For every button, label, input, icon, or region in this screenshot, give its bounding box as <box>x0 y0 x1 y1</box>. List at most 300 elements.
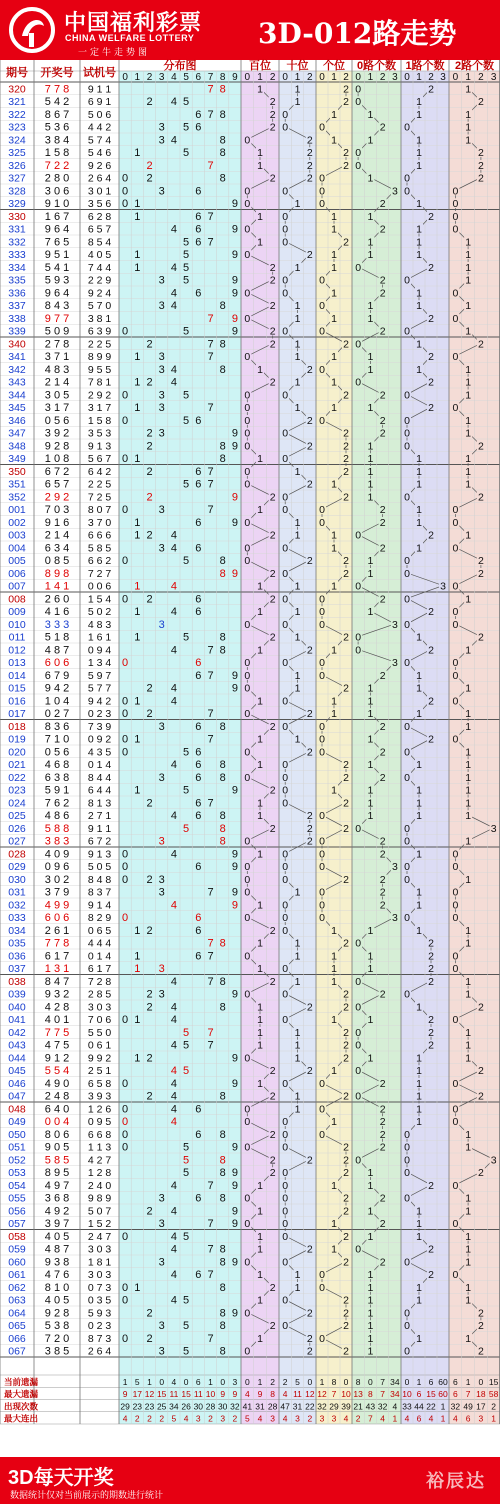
draw-number-cell: 9 2 8 <box>44 1307 70 1320</box>
stat-r1-value: 15 <box>426 1389 436 1399</box>
r0-mark: 1 <box>367 1167 374 1179</box>
unit-mark: 1 <box>331 708 337 720</box>
distribution-mark: 1 <box>134 249 141 261</box>
stat-dist-value: 23 <box>132 1401 143 1412</box>
r1-mark: 2 <box>428 83 434 96</box>
tens-mark: 0 <box>282 1179 289 1192</box>
tens-mark: 1 <box>294 950 301 963</box>
distribution-mark: 1 <box>134 963 141 975</box>
unit-mark: 2 <box>343 1307 349 1320</box>
stat-tens-value: 2 <box>307 1413 313 1424</box>
distribution-mark: 2 <box>146 96 153 108</box>
hund-mark: 0 <box>244 440 251 453</box>
trial-number-cell: 4 2 7 <box>87 1154 112 1167</box>
trial-number-cell: 3 5 6 <box>87 198 112 210</box>
r1-mark: 2 <box>428 402 434 414</box>
draw-number-cell: 9 2 8 <box>44 440 70 453</box>
r1-mark: 0 <box>404 912 410 924</box>
r0-mark: 0 <box>355 580 362 593</box>
hund-mark: 0 <box>244 312 251 325</box>
r0-mark: 1 <box>367 236 374 249</box>
draw-number-cell: 2 6 1 <box>44 924 70 937</box>
distribution-mark: 7 <box>207 950 214 963</box>
draw-number-cell: 4 9 9 <box>44 899 70 912</box>
hund-mark: 2 <box>269 1167 276 1179</box>
r1-mark: 0 <box>404 593 410 606</box>
hund-mark: 2 <box>269 631 276 644</box>
r2-mark: 1 <box>465 1294 472 1307</box>
stat-r1-value: 6 <box>416 1413 422 1424</box>
distribution-mark: 8 <box>219 108 226 121</box>
stat-dist-value: 30 <box>193 1401 204 1412</box>
stat-dist-value: 5 <box>171 1413 177 1424</box>
r1-mark: 0 <box>404 172 410 185</box>
period-cell: 329 <box>8 198 26 210</box>
r1-mark: 2 <box>428 695 434 708</box>
unit-mark: 2 <box>343 1320 349 1332</box>
stat-dist-value: 6 <box>195 1376 201 1387</box>
distribution-mark: 8 <box>219 937 226 950</box>
period-cell: 323 <box>8 121 26 134</box>
trial-number-cell: 7 2 8 <box>87 975 112 988</box>
trial-number-cell: 1 2 8 <box>87 1167 112 1179</box>
hund-mark: 0 <box>244 1116 251 1128</box>
draw-number-cell: 5 4 1 <box>44 261 70 274</box>
unit-mark: 0 <box>319 912 325 924</box>
r1-mark: 0 <box>404 1320 410 1332</box>
draw-number-cell: 4 6 8 <box>44 759 70 771</box>
stat-dist-value: 2 <box>147 1413 152 1424</box>
hund-mark: 0 <box>244 861 251 873</box>
tens-mark: 0 <box>282 389 289 402</box>
r1-mark: 1 <box>416 810 422 822</box>
trial-number-cell: 8 0 7 <box>87 504 112 516</box>
r1-mark: 1 <box>416 669 422 682</box>
r2-mark: 0 <box>452 861 459 873</box>
tens-mark: 0 <box>282 873 289 886</box>
hund-mark: 1 <box>257 810 263 822</box>
tens-mark: 2 <box>306 414 313 427</box>
distribution-mark: 6 <box>195 236 202 249</box>
distribution-mark: 9 <box>231 274 238 287</box>
trial-number-cell: 9 2 4 <box>87 287 112 300</box>
draw-header: 开奖号 <box>40 67 74 79</box>
stat-unit-value: 10 <box>341 1389 351 1399</box>
tens-mark: 0 <box>282 1141 289 1154</box>
trial-number-cell: 2 6 4 <box>87 172 112 185</box>
r2-mark: 0 <box>452 580 459 593</box>
stat-r2-value: 1 <box>491 1413 496 1424</box>
r1-mark: 0 <box>404 121 410 134</box>
stat-dist-value: 5 <box>134 1376 140 1387</box>
hund-mark: 1 <box>257 147 263 159</box>
tens-mark: 2 <box>306 555 313 567</box>
r0-mark: 2 <box>379 771 386 784</box>
trial-number-cell: 3 0 3 <box>87 1243 112 1256</box>
chart-title: 3D-012路走势 <box>258 17 457 50</box>
period-cell: 034 <box>8 924 26 937</box>
distribution-mark: 6 <box>195 185 202 198</box>
period-cell: 062 <box>8 1281 26 1294</box>
r0-mark: 2 <box>379 669 386 682</box>
brand-name-en: CHINA WELFARE LOTTERY <box>65 33 195 43</box>
distribution-mark: 5 <box>183 1154 190 1167</box>
unit-mark: 0 <box>319 1332 325 1345</box>
trial-number-cell: 9 1 3 <box>87 848 112 861</box>
r1-mark: 1 <box>416 708 422 720</box>
r0-mark: 2 <box>379 593 386 606</box>
r1-mark: 0 <box>404 1167 410 1179</box>
distribution-mark: 5 <box>183 389 190 402</box>
tens-mark: 0 <box>282 1128 289 1141</box>
distribution-mark: 5 <box>183 746 190 759</box>
tens-mark: 2 <box>306 1154 313 1167</box>
distribution-mark: 5 <box>183 1141 190 1154</box>
r2-mark: 1 <box>465 1039 472 1052</box>
draw-number-cell: 8 0 6 <box>44 1128 70 1141</box>
draw-number-cell: 0 5 6 <box>44 746 70 759</box>
period-cell: 332 <box>8 236 26 249</box>
distribution-mark: 7 <box>207 937 214 950</box>
distribution-mark: 3 <box>158 134 165 147</box>
tens-mark: 0 <box>282 593 289 606</box>
r2-mark: 2 <box>477 440 484 453</box>
r1-mark: 0 <box>404 657 410 669</box>
tens-mark: 0 <box>282 963 289 975</box>
r2-mark: 2 <box>477 1001 484 1014</box>
r0-mark: 0 <box>355 261 362 274</box>
draw-number-cell: 4 8 6 <box>44 810 70 822</box>
unit-mark: 2 <box>343 1052 349 1065</box>
period-cell: 327 <box>8 172 26 185</box>
hund-mark: 2 <box>269 1090 276 1103</box>
r0-mark: 3 <box>391 657 398 669</box>
distribution-mark: 8 <box>219 1090 226 1103</box>
distribution-mark: 3 <box>158 1256 165 1269</box>
trial-number-cell: 9 2 6 <box>87 159 112 172</box>
period-cell: 331 <box>8 223 26 236</box>
period-cell: 025 <box>8 810 26 822</box>
r0-mark: 0 <box>355 1026 362 1039</box>
draw-number-cell: 9 4 2 <box>44 682 70 695</box>
stat-r2-value: 6 <box>465 1413 471 1424</box>
hund-mark: 1 <box>257 963 263 975</box>
distribution-mark: 8 <box>219 83 226 96</box>
distribution-mark: 5 <box>183 249 190 261</box>
r1-mark: 1 <box>416 1281 422 1294</box>
unit-mark: 0 <box>319 300 325 312</box>
distribution-mark: 3 <box>158 542 165 555</box>
tens-route-header: 2 <box>307 72 313 83</box>
unit-mark: 1 <box>331 1014 337 1026</box>
stat-unit-value: 8 <box>331 1376 337 1387</box>
trial-number-cell: 1 3 4 <box>87 657 112 669</box>
r2-mark: 0 <box>452 963 459 975</box>
distribution-mark: 4 <box>170 810 177 822</box>
tens-mark: 2 <box>306 746 313 759</box>
distribution-mark: 7 <box>207 108 214 121</box>
tens-mark: 1 <box>294 580 301 593</box>
stat-r2-value: 18 <box>476 1389 486 1399</box>
draw-number-cell: 9 5 1 <box>44 249 70 261</box>
stat-dist-value: 4 <box>183 1413 189 1424</box>
distribution-mark: 5 <box>183 1345 190 1358</box>
draw-number-cell: 1 5 8 <box>44 147 70 159</box>
distribution-mark: 3 <box>158 886 165 899</box>
distribution-mark: 7 <box>207 159 214 172</box>
distribution-mark: 1 <box>134 1281 141 1294</box>
stat-dist-value: 3 <box>220 1413 226 1424</box>
distribution-mark: 2 <box>146 593 153 606</box>
r2-mark: 1 <box>465 644 472 657</box>
r0-mark: 0 <box>355 376 362 389</box>
draw-number-cell: 1 3 1 <box>44 963 70 975</box>
distribution-mark: 0 <box>122 1294 129 1307</box>
r2-mark: 2 <box>477 172 484 185</box>
distribution-mark: 5 <box>183 96 190 108</box>
trial-number-cell: 5 4 6 <box>87 147 112 159</box>
r0-mark: 2 <box>379 198 386 210</box>
r2-mark: 1 <box>465 784 472 797</box>
r0-mark: 1 <box>367 402 374 414</box>
period-cell: 342 <box>8 363 26 376</box>
unit-mark: 0 <box>319 720 325 733</box>
distribution-mark: 5 <box>183 784 190 797</box>
draw-number-cell: 4 8 3 <box>44 363 70 376</box>
distribution-mark: 9 <box>231 1141 238 1154</box>
stat-r2-value: 3 <box>478 1413 484 1424</box>
tens-mark: 1 <box>294 1281 301 1294</box>
hund-mark: 0 <box>244 1192 251 1205</box>
r2-mark: 0 <box>452 950 459 963</box>
distribution-mark: 2 <box>146 873 153 886</box>
unit-mark: 1 <box>331 223 337 236</box>
r2-mark: 2 <box>477 147 484 159</box>
distribution-mark: 1 <box>134 631 141 644</box>
hund-mark: 1 <box>257 695 263 708</box>
footer-main-text: 3D每天开奖 <box>8 1467 114 1489</box>
distribution-mark: 5 <box>183 414 190 427</box>
footer-brand: 裕辰达 <box>426 1471 486 1491</box>
distribution-mark: 4 <box>170 542 177 555</box>
period-cell: 337 <box>8 300 26 312</box>
stat-r0-value: 4 <box>392 1401 398 1412</box>
r0-mark: 1 <box>367 567 374 580</box>
unit-mark: 0 <box>319 516 325 529</box>
trial-number-cell: 2 4 0 <box>87 1179 112 1192</box>
r1-mark: 1 <box>416 465 422 478</box>
trial-number-cell: 5 7 7 <box>87 682 112 695</box>
draw-number-cell: 4 9 2 <box>44 1205 70 1218</box>
stat-r2-value: 15 <box>488 1376 499 1387</box>
r1-mark: 2 <box>428 1179 434 1192</box>
draw-number-cell: 3 0 6 <box>44 185 70 198</box>
hund-mark: 0 <box>244 1256 251 1269</box>
r2-mark: 1 <box>465 465 472 478</box>
r1-mark: 1 <box>416 1052 422 1065</box>
r2-mark: 0 <box>452 657 459 669</box>
r0-count-header: 1 <box>367 72 374 83</box>
draw-number-cell: 3 0 5 <box>44 389 70 402</box>
stat-dist-value: 28 <box>205 1401 216 1412</box>
r0-mark: 1 <box>367 733 374 746</box>
draw-number-cell: 6 7 2 <box>44 465 70 478</box>
period-cell: 351 <box>8 478 26 491</box>
distribution-mark: 6 <box>195 771 202 784</box>
stat-dist-value: 2 <box>208 1413 213 1424</box>
distribution-mark: 8 <box>219 835 226 848</box>
distribution-mark: 9 <box>231 1052 238 1065</box>
distribution-mark: 2 <box>146 172 153 185</box>
distribution-mark: 6 <box>195 223 202 236</box>
draw-number-cell: 3 0 2 <box>44 873 70 886</box>
r2-mark: 1 <box>465 1230 472 1243</box>
distribution-mark: 6 <box>195 797 202 810</box>
r0-count-header: 2 <box>379 72 386 83</box>
hund-mark: 0 <box>244 351 251 363</box>
draw-number-cell: 2 6 0 <box>44 593 70 606</box>
trial-number-cell: 5 7 4 <box>87 134 112 147</box>
draw-number-cell: 4 0 5 <box>44 1230 70 1243</box>
stat-unit-value: 1 <box>319 1376 325 1387</box>
distribution-mark: 6 <box>195 720 202 733</box>
r0-mark: 1 <box>367 810 374 822</box>
tens-mark: 0 <box>282 1320 289 1332</box>
distribution-mark: 0 <box>122 1116 129 1128</box>
period-cell: 047 <box>8 1090 26 1103</box>
stat-dist-value: 0 <box>220 1376 226 1387</box>
r2-mark: 0 <box>452 695 459 708</box>
distribution-mark: 4 <box>170 848 177 861</box>
draw-number-cell: 3 7 1 <box>44 351 70 363</box>
hund-mark: 0 <box>244 185 251 198</box>
r1-mark: 0 <box>404 1154 410 1167</box>
r1-mark: 1 <box>416 287 422 300</box>
draw-number-cell: 7 0 3 <box>44 504 70 516</box>
distribution-mark: 5 <box>183 631 190 644</box>
unit-mark: 2 <box>343 1090 349 1103</box>
draw-number-cell: 7 2 2 <box>44 159 70 172</box>
tens-mark: 0 <box>282 1230 289 1243</box>
period-cell: 058 <box>8 1230 26 1243</box>
distribution-mark: 8 <box>219 810 226 822</box>
distribution-mark: 2 <box>146 797 153 810</box>
draw-number-cell: 5 8 8 <box>44 822 70 835</box>
draw-number-cell: 8 4 7 <box>44 975 70 988</box>
r0-mark: 1 <box>367 1269 374 1281</box>
distribution-mark: 9 <box>231 848 238 861</box>
distribution-mark: 0 <box>122 912 129 924</box>
r1-mark: 1 <box>416 453 422 465</box>
distribution-mark: 2 <box>146 529 153 542</box>
unit-mark: 2 <box>343 159 349 172</box>
unit-mark: 2 <box>343 937 349 950</box>
draw-number-cell: 9 6 4 <box>44 287 70 300</box>
r2-mark: 2 <box>477 1065 484 1077</box>
distribution-mark: 6 <box>195 1103 202 1116</box>
unit-mark: 2 <box>343 822 349 835</box>
stat-r0-value: 1 <box>392 1413 398 1424</box>
r0-mark: 1 <box>367 555 374 567</box>
r0-mark: 1 <box>367 797 374 810</box>
hund-mark: 0 <box>244 1052 251 1065</box>
r0-mark: 1 <box>367 924 374 937</box>
r1-mark: 0 <box>404 567 410 580</box>
hund-mark: 1 <box>257 606 263 618</box>
distribution-mark: 9 <box>231 491 238 504</box>
r1-mark: 2 <box>428 376 434 389</box>
distribution-mark: 0 <box>122 1077 129 1090</box>
r2-mark: 1 <box>465 1026 472 1039</box>
distribution-mark: 4 <box>170 1090 177 1103</box>
distribution-mark: 6 <box>195 1128 202 1141</box>
r1-mark: 2 <box>428 529 434 542</box>
unit-header: 个位 <box>323 60 345 72</box>
period-cell: 013 <box>8 657 26 669</box>
period-cell: 032 <box>8 899 26 912</box>
stat-r0-value: 8 <box>368 1389 373 1399</box>
r2-mark: 1 <box>465 1281 472 1294</box>
r0-mark: 0 <box>355 644 362 657</box>
distribution-mark: 8 <box>219 631 226 644</box>
unit-mark: 2 <box>343 682 349 695</box>
tens-mark: 1 <box>294 300 301 312</box>
distribution-mark: 9 <box>231 1167 238 1179</box>
period-cell: 042 <box>8 1026 26 1039</box>
draw-number-cell: 9 1 6 <box>44 516 70 529</box>
distribution-mark: 9 <box>231 312 238 325</box>
stat-dist-value: 1 <box>122 1376 128 1387</box>
r1-mark: 1 <box>416 797 422 810</box>
tens-mark: 1 <box>294 606 301 618</box>
period-cell: 065 <box>8 1320 26 1332</box>
stat-r2-value: 32 <box>450 1401 461 1412</box>
stat-r0-value: 32 <box>377 1401 388 1412</box>
distribution-mark: 3 <box>158 300 165 312</box>
distribution-mark: 0 <box>122 1281 129 1294</box>
trial-number-cell: 0 6 5 <box>87 924 112 937</box>
r0-mark: 2 <box>379 835 386 848</box>
unit-mark: 1 <box>331 261 337 274</box>
trial-number-cell: 8 9 9 <box>87 351 112 363</box>
distribution-mark: 6 <box>195 516 202 529</box>
r2-mark: 0 <box>452 1179 459 1192</box>
tens-mark: 1 <box>294 669 301 682</box>
draw-number-cell: 0 0 4 <box>44 1116 70 1128</box>
r0-mark: 0 <box>355 83 362 96</box>
distribution-mark: 7 <box>207 1026 214 1039</box>
stat-r0-value: 43 <box>365 1401 376 1412</box>
distribution-mark: 2 <box>146 924 153 937</box>
trial-number-cell: 2 9 2 <box>87 389 112 402</box>
tens-mark: 0 <box>282 210 289 223</box>
r2-count-header: 2 <box>478 72 484 83</box>
trial-number-cell: 5 0 5 <box>87 861 112 873</box>
distribution-mark: 1 <box>134 351 141 363</box>
trial-number-cell: 8 5 4 <box>87 236 112 249</box>
tens-mark: 0 <box>282 325 289 338</box>
distribution-mark: 7 <box>207 236 214 249</box>
stat-hund-value: 28 <box>267 1401 278 1412</box>
distribution-mark: 7 <box>207 797 214 810</box>
tens-mark: 0 <box>282 759 289 771</box>
unit-mark: 0 <box>319 185 325 198</box>
r1-mark: 0 <box>404 618 410 631</box>
period-cell: 345 <box>8 402 26 414</box>
distribution-mark: 5 <box>183 147 190 159</box>
trial-number-cell: 2 2 5 <box>87 478 112 491</box>
period-cell: 056 <box>8 1205 26 1218</box>
